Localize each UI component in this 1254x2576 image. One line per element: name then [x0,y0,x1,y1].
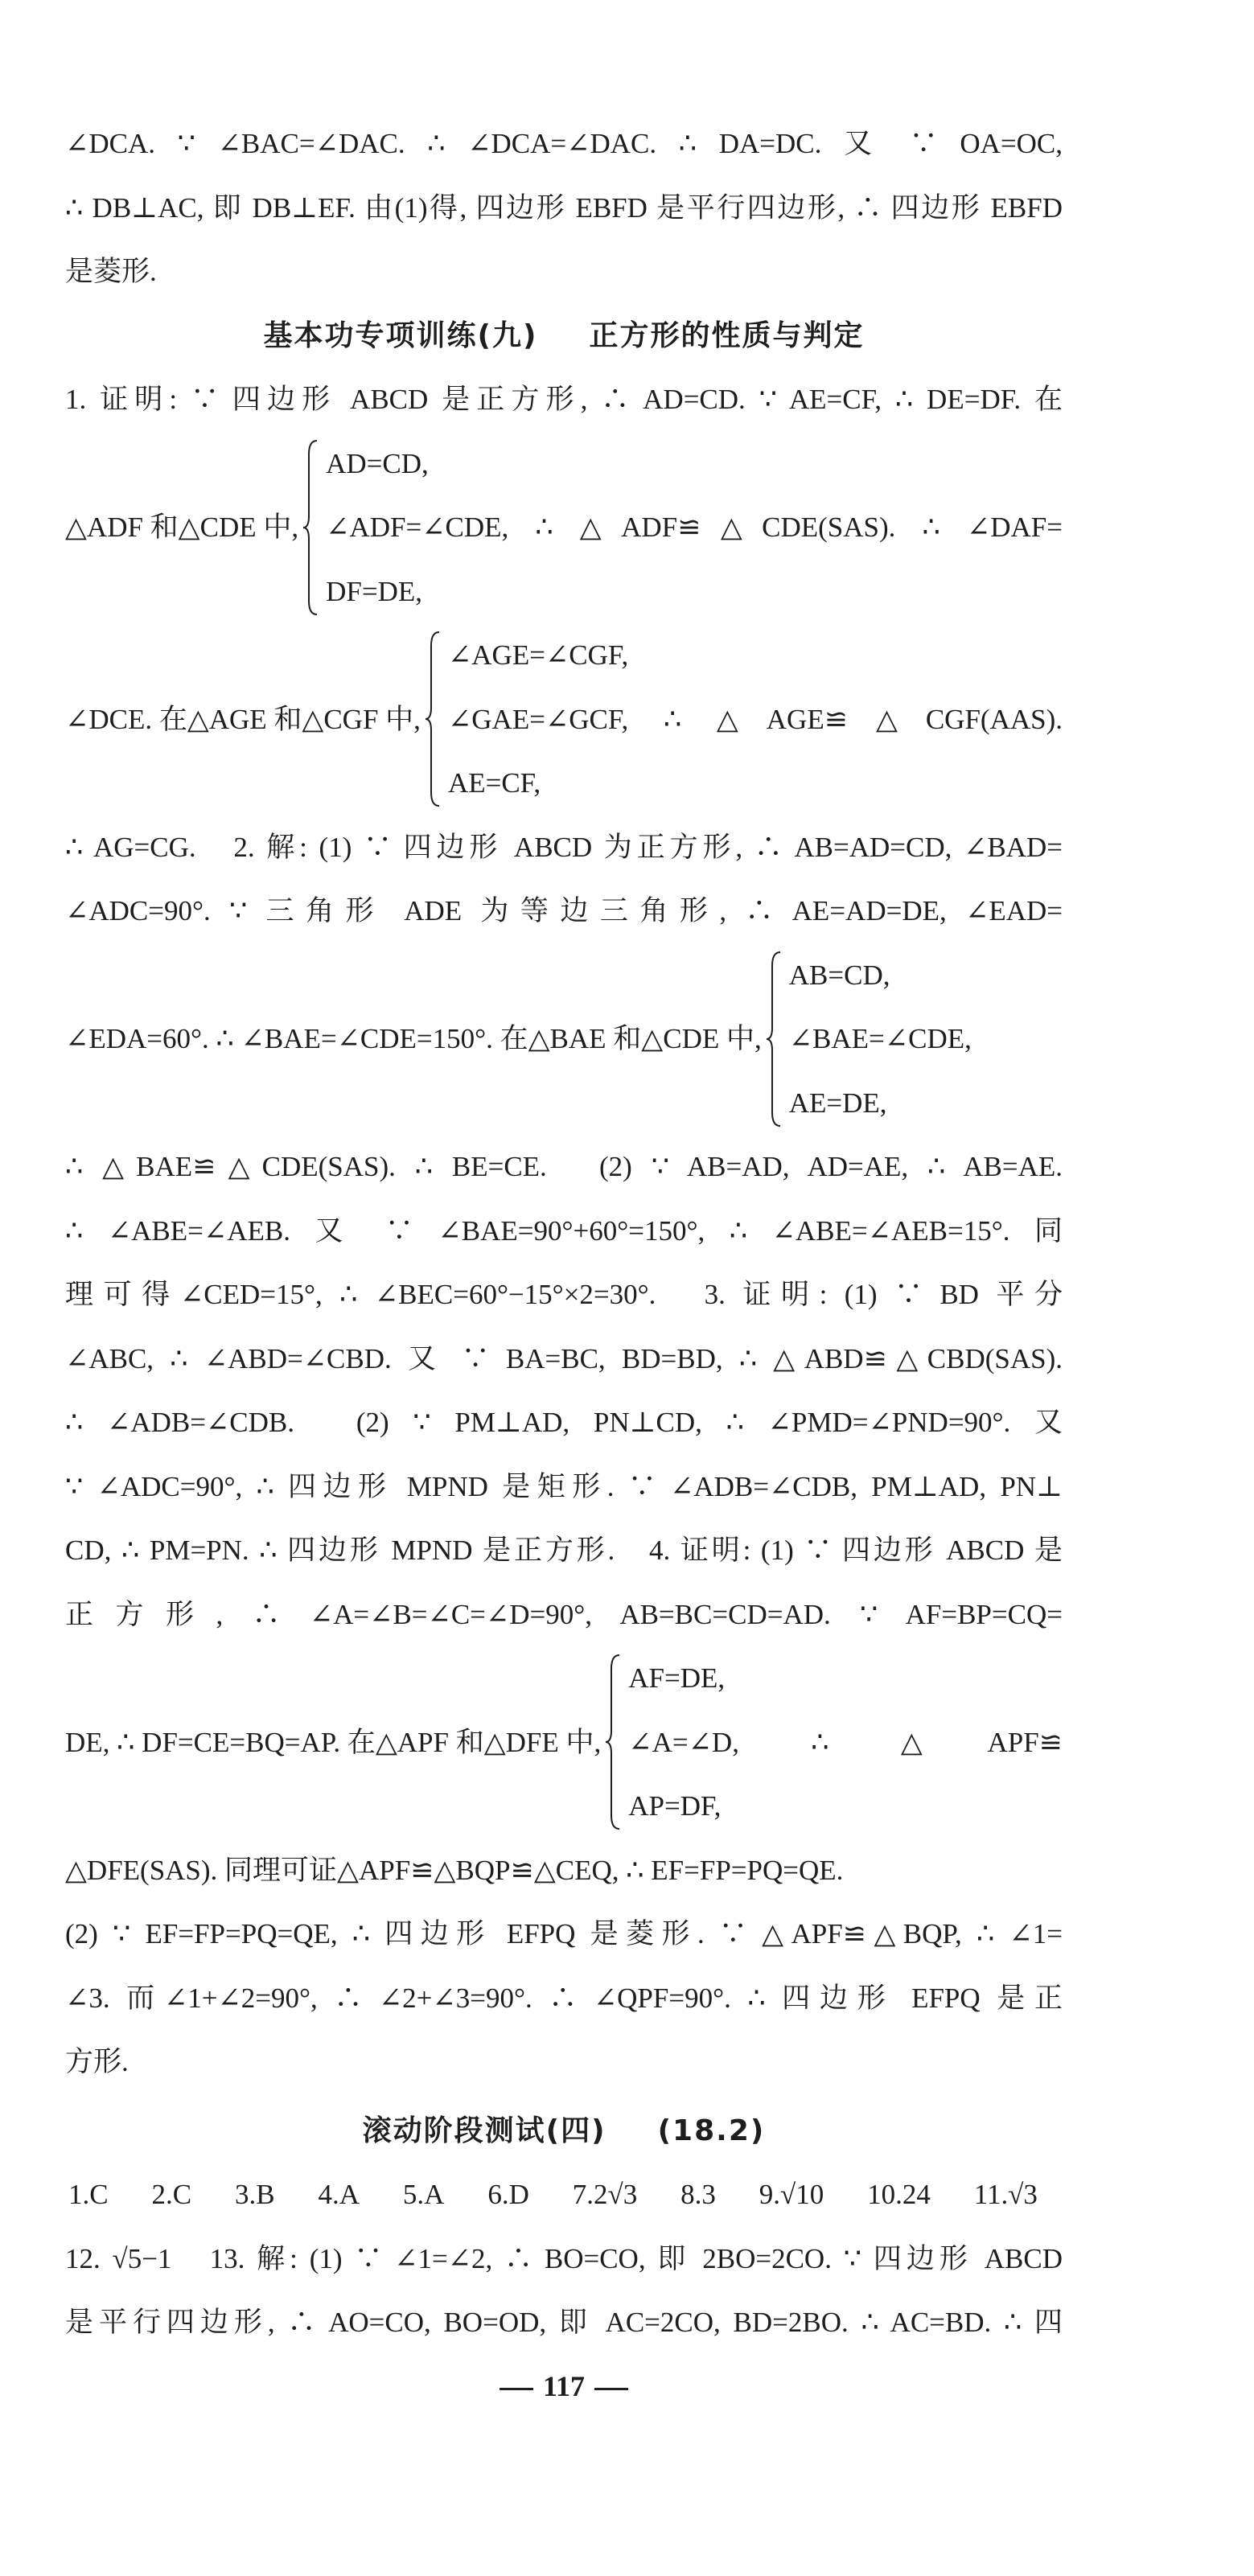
page-number: 117 [542,2369,585,2402]
brace-system-3 [65,943,1063,1136]
brace-row: ∠ADF=∠CDE, ∴ △ADF≌△CDE(SAS). ∴ ∠DAF= [326,512,1063,543]
brace-rows [326,432,1063,624]
section-title-main: 基本功专项训练(九) [263,318,538,352]
brace-lead: DE, ∴ DF=CE=BQ=AP. 在△APF 和△DFE 中, [65,1726,602,1758]
brace-rows [628,1646,1063,1839]
solution-line: 是平行四边形, ∴ AO=CO, BO=OD, 即 AC=2CO, BD=2BO. ∴ AC=BD. ∴ 四 [65,2307,1063,2338]
answer-item: 7.2√3 [572,2179,638,2210]
page-footer [65,2355,1063,2419]
proof-line: 方形. [65,2046,129,2077]
proof-line: ∴ ∠ABE=∠AEB. 又 ∵ ∠BAE=90°+60°=150°, ∴ ∠ABE=∠AEB=15°. 同 [65,1214,1063,1247]
proof-line: 1. 证明: ∵ 四边形 ABCD 是正方形, ∴ AD=CD. ∵ AE=CF, ∴ DE=DF. 在 [65,384,1063,415]
brace-lead: △ADF 和△CDE 中, [65,512,299,543]
dash-left [500,2388,533,2390]
intro-line-3: 是菱形. [65,256,157,287]
brace-row: AD=CD, [326,447,429,479]
proof-line: CD, ∴ PM=PN. ∴ 四边形 MPND 是正方形. 4. 证明: (1) ∵ 四边形 ABCD 是 [65,1535,1063,1566]
left-brace-icon [765,950,783,1128]
proof-line: △DFE(SAS). 同理可证△APF≌△BQP≌△CEQ, ∴ EF=FP=PQ=QE. [65,1854,844,1886]
answer-list [68,2163,1038,2227]
proof-line: ∠ADC=90°. ∵ 三角形 ADE 为等边三角形, ∴ AE=AD=DE, ∠EAD= [65,895,1063,926]
brace-lead: ∠EDA=60°. ∴ ∠BAE=∠CDE=150°. 在△BAE 和△CDE 中, [65,1023,762,1054]
dash-right [594,2388,628,2390]
brace-row: ∠A=∠D, ∴ △APF≌ [628,1726,1063,1758]
answer-item: 3.B [235,2179,275,2210]
brace-rows [789,943,1063,1136]
brace-row: AF=DE, [628,1662,726,1694]
proof-line: ∵ ∠ADC=90°, ∴ 四边形 MPND 是矩形. ∵ ∠ADB=∠CDB, PM⊥AD, PN⊥ [65,1470,1063,1502]
brace-row: AP=DF, [628,1790,722,1822]
proof-line: ∠ABC, ∴ ∠ABD=∠CBD. 又 ∵ BA=BC, BD=BD, ∴ △ABD≌△CBD(SAS). [65,1342,1063,1374]
answer-item: 10.24 [867,2179,931,2210]
answer-item: 5.A [402,2179,445,2210]
answer-item: 2.C [151,2179,192,2210]
solution-line: 12. √5−1 13. 解: (1) ∵ ∠1=∠2, ∴ BO=CO, 即 2BO=2CO. ∵ 四边形 ABCD [65,2242,1063,2274]
section-title-topic: (18.2) [657,2114,766,2147]
section-title-2 [65,2099,1063,2163]
answer-item: 1.C [68,2179,109,2210]
section-title-1 [65,304,1063,368]
brace-row: DF=DE, [326,575,422,607]
brace-lead: ∠DCE. 在△AGE 和△CGF 中, [65,703,421,735]
proof-line: ∴ △BAE≌△CDE(SAS). ∴ BE=CE. (2) ∵ AB=AD, AD=AE, ∴ AB=AE. [65,1151,1063,1182]
section-title-main: 滚动阶段测试(四) [362,2114,606,2147]
brace-row: ∠GAE=∠GCF, ∴ △AGE≌△CGF(AAS). [447,703,1063,735]
proof-line: ∴ ∠ADB=∠CDB. (2) ∵ PM⊥AD, PN⊥CD, ∴ ∠PMD=∠PND=90°. 又 [65,1407,1063,1438]
brace-row: AE=DE, [788,1087,887,1119]
answer-item: 11.√3 [973,2179,1038,2210]
brace-system-1 [65,432,1063,624]
left-brace-icon [604,1653,622,1831]
intro-line-1: ∠DCA. ∵ ∠BAC=∠DAC. ∴ ∠DCA=∠DAC. ∴ DA=DC. 又 ∵ OA=OC, [65,128,1063,159]
brace-row: ∠AGE=∠CGF, [447,639,629,671]
brace-row: AB=CD, [788,959,890,991]
proof-line: ∠3. 而∠1+∠2=90°, ∴ ∠2+∠3=90°. ∴ ∠QPF=90°. ∴ 四边形 EFPQ 是正 [65,1982,1063,2014]
section-title-topic: 正方形的性质与判定 [589,318,865,352]
left-brace-icon [424,630,442,808]
intro-line-2: ∴ DB⊥AC, 即 DB⊥EF. 由(1)得, 四边形 EBFD 是平行四边形, ∴ 四边形 EBFD [65,191,1063,224]
proof-line: 理可得∠CED=15°, ∴ ∠BEC=60°−15°×2=30°. 3. 证明: (1) ∵ BD 平分 [65,1279,1063,1310]
answer-item: 8.3 [680,2179,716,2210]
brace-rows [448,623,1063,816]
left-brace-icon [302,438,319,617]
answer-item: 9.√10 [759,2179,824,2210]
proof-line: ∴ AG=CG. 2. 解: (1) ∵ 四边形 ABCD 为正方形, ∴ AB=AD=CD, ∠BAD= [65,831,1063,863]
proof-line: 正方形, ∴ ∠A=∠B=∠C=∠D=90°, AB=BC=CD=AD. ∵ AF=BP=CQ= [65,1598,1063,1630]
proof-line: (2) ∵ EF=FP=PQ=QE, ∴ 四边形 EFPQ 是菱形. ∵ △APF≌△BQP, ∴ ∠1= [65,1918,1063,1949]
brace-row: AE=CF, [447,767,541,799]
brace-row: ∠BAE=∠CDE, [788,1023,972,1054]
brace-system-4 [65,1646,1063,1839]
answer-item: 4.A [318,2179,360,2210]
brace-system-2 [65,623,1063,816]
answer-item: 6.D [487,2179,529,2210]
